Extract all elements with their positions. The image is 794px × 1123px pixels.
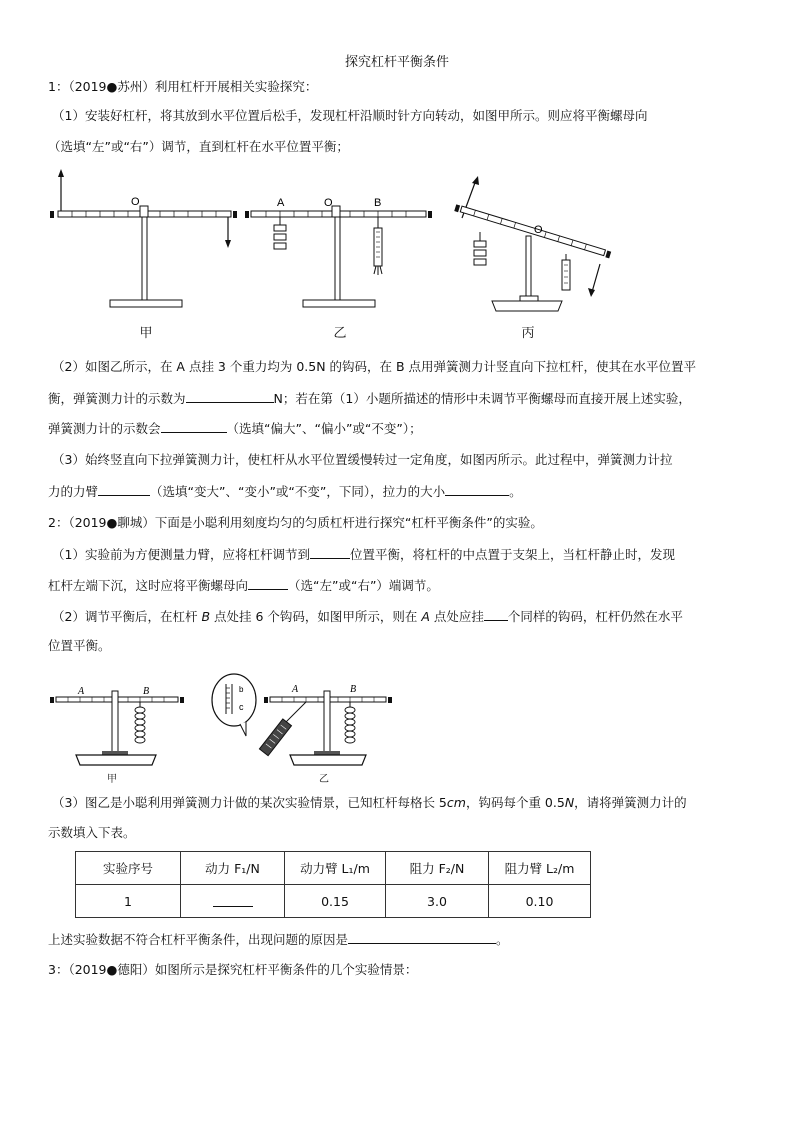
answer-blank-spring-reading[interactable]	[186, 388, 274, 403]
q2-label-B: B	[143, 686, 150, 697]
table-header-cell: 实验序号	[76, 852, 181, 885]
caption-bing: 丙	[521, 326, 535, 341]
table-cell: 3.0	[386, 885, 489, 918]
label-O: O	[324, 197, 333, 209]
answer-blank-direction[interactable]	[248, 575, 288, 590]
q2-after-table: 上述实验数据不符合杠杆平衡条件，出现问题的原因是 。	[48, 929, 748, 950]
q3-header: 3：（2019●德阳）如图所示是探究杠杆平衡条件的几个实验情景：	[48, 962, 418, 977]
figure-q2-yi	[206, 670, 396, 780]
q2-part2-line2: 位置平衡。	[48, 638, 111, 653]
label-O: O	[534, 224, 543, 236]
answer-blank-position[interactable]	[310, 544, 350, 559]
q1-part2-line1: （2）如图乙所示，在 A 点挂 3 个重力均为 0.5N 的钩码，在 B 点用弹簧测力计竖直向下拉杠杆，使其在水平位置平	[52, 359, 697, 374]
figure-q2-jia	[48, 685, 188, 773]
answer-blank-force-size[interactable]	[445, 481, 509, 496]
caption-q2-jia: 甲	[107, 774, 117, 785]
q1-part2-line3: 弹簧测力计的示数会 （选填“偏大”、“偏小”或“不变”）；	[48, 418, 748, 439]
label-B: B	[374, 197, 382, 209]
caption-jia: 甲	[139, 326, 153, 341]
q1-part1-line1: （1）安装好杠杆，将其放到水平位置后松手，发现杠杆沿顺时针方向转动，如图甲所示。则应将平衡螺母向	[52, 108, 648, 123]
table-cell-blank[interactable]	[181, 885, 285, 918]
caption-q2-yi: 乙	[319, 774, 329, 785]
figure-yi	[242, 192, 432, 312]
q1-part3-line1: （3）始终竖直向下拉弹簧测力计，使杠杆从水平位置缓慢转过一定角度，如图丙所示。此过程中，弹簧测力计拉	[52, 452, 673, 467]
table-cell: 0.10	[489, 885, 591, 918]
label-A: A	[277, 197, 285, 209]
q2-part1-line2: 杠杆左端下沉，这时应将平衡螺母向 （选“左”或“右”）端调节。	[48, 575, 748, 596]
table-header-cell: 动力 F₁/N	[181, 852, 285, 885]
q2-part3-line2: 示数填入下表。	[48, 825, 136, 840]
figure-bing	[448, 172, 618, 314]
answer-blank-hooks-count[interactable]	[484, 606, 508, 621]
table-row	[76, 885, 591, 918]
q2-label-A: A	[78, 686, 85, 697]
table-header-cell: 阻力 F₂/N	[386, 852, 489, 885]
q2-label-b: b	[239, 685, 244, 694]
q1-part1-line2: （选填“左”或“右”）调节，直到杠杆在水平位置平衡；	[48, 139, 349, 154]
q2-part1-line1: （1）实验前为方便测量力臂，应将杠杆调节到 位置平衡，将杠杆的中点置于支架上，当杠杆静止时，发现	[52, 544, 752, 565]
table-header-cell: 动力臂 L₁/m	[285, 852, 386, 885]
q1-part2-line2: 衡，弹簧测力计的示数为 N；若在第（1）小题所描述的情形中未调节平衡螺母而直接开展上述实验，	[48, 388, 748, 409]
q2-header: 2：（2019●聊城）下面是小聪利用刻度均匀的匀质杠杆进行探究“杠杆平衡条件”的实验。	[48, 515, 543, 530]
q2-part3-line1: （3）图乙是小聪利用弹簧测力计做的某次实验情景，已知杠杆每格长 5cm，钩码每个重 0.5N，请将弹簧测力计的	[52, 795, 687, 810]
answer-blank-force-f1[interactable]	[213, 892, 253, 907]
q2-label-B: B	[350, 684, 357, 695]
data-table	[75, 851, 591, 918]
answer-blank-reading-change[interactable]	[161, 418, 227, 433]
table-header-row	[76, 852, 591, 885]
q2-label-c: c	[239, 702, 244, 712]
answer-blank-force-arm[interactable]	[98, 481, 150, 496]
caption-yi: 乙	[333, 326, 347, 341]
q2-part2-line1: （2）调节平衡后，在杠杆 B 点处挂 6 个钩码，如图甲所示，则在 A 点处应挂 个同样的钩码，杠杆仍然在水平	[52, 606, 752, 627]
table-header-cell: 阻力臂 L₂/m	[489, 852, 591, 885]
figure-jia	[44, 166, 244, 311]
answer-blank-reason[interactable]	[348, 929, 496, 944]
table-cell: 1	[76, 885, 181, 918]
q2-label-A: A	[292, 684, 299, 695]
q1-header: 1：（2019●苏州）利用杠杆开展相关实验探究：	[48, 79, 318, 94]
page-title: 探究杠杆平衡条件	[344, 55, 449, 70]
q1-part3-line2: 力的力臂 （选填“变大”、“变小”或“不变”，下同），拉力的大小 。	[48, 481, 748, 502]
label-O: O	[131, 196, 140, 208]
table-cell: 0.15	[285, 885, 386, 918]
